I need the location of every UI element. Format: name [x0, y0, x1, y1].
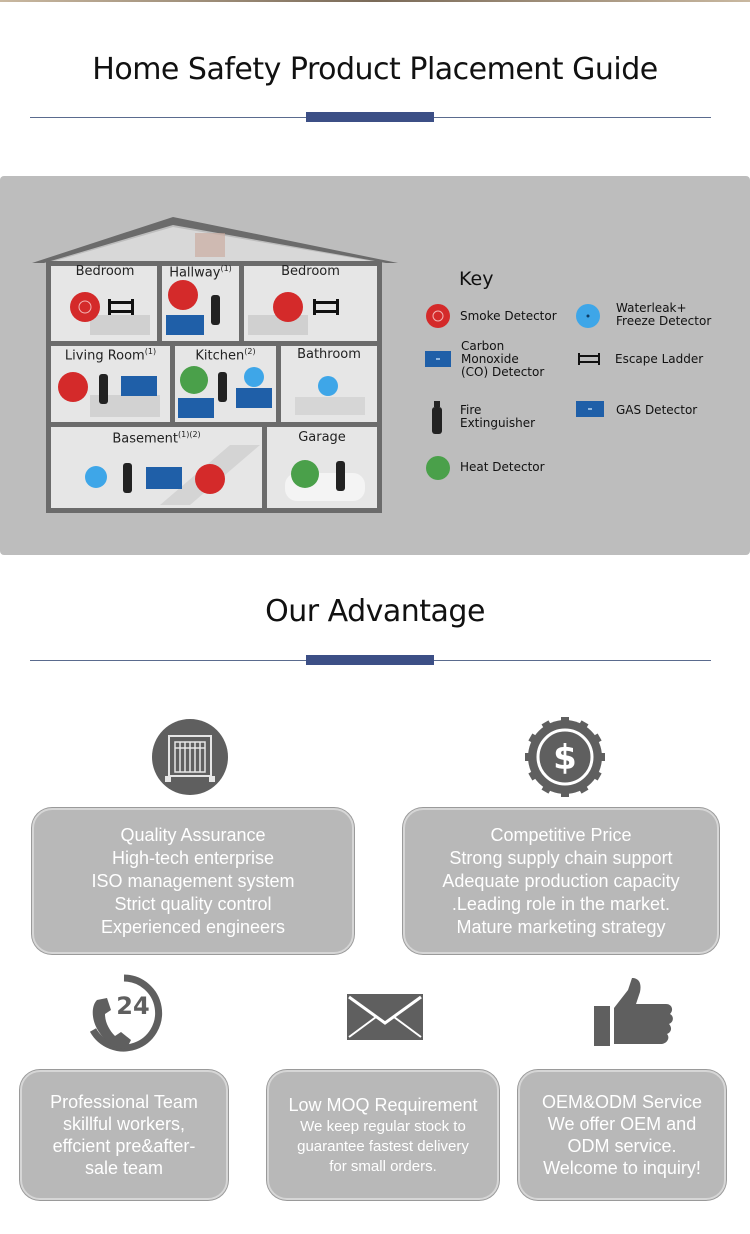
- co-detector-icon: [146, 467, 182, 489]
- fire-extinguisher-icon: [123, 463, 132, 493]
- oem-title: OEM&ODM Service: [541, 1092, 703, 1112]
- team-line: sale team: [84, 1158, 164, 1178]
- co-detector-icon: [121, 376, 157, 396]
- thumbs-up-icon: [594, 976, 674, 1048]
- room-label-kitchen: Kitchen$^{(2)}$: [195, 347, 256, 364]
- escape-ladder-icon: [578, 353, 600, 365]
- fire-extinguisher-icon: [99, 374, 108, 404]
- price-title: Competitive Price: [490, 824, 632, 845]
- waterleak-detector-icon: [244, 367, 264, 387]
- quality-line: High-tech enterprise: [111, 847, 275, 868]
- dollar-coin-icon: [525, 717, 605, 797]
- professional-team-card: [20, 1070, 228, 1200]
- gas-detector-icon: [576, 401, 604, 417]
- price-line: Mature marketing strategy: [456, 916, 666, 937]
- heat-detector-icon: [291, 460, 319, 488]
- co-detector-icon: [425, 351, 451, 367]
- price-line: Strong supply chain support: [449, 847, 673, 868]
- smoke-detector-icon: [168, 280, 198, 310]
- envelope-icon: [346, 993, 424, 1041]
- team-line: skillful workers,: [62, 1114, 186, 1134]
- quality-line: Experienced engineers: [100, 916, 286, 937]
- room-label-bedroom-2: Bedroom: [281, 264, 340, 279]
- oem-line: Welcome to inquiry!: [543, 1158, 701, 1178]
- quality-line: ISO management system: [91, 870, 295, 891]
- room-label-hallway: Hallway$^{(1)}$: [169, 264, 232, 281]
- key-extinguisher-label: Fire Extinguisher: [460, 403, 536, 430]
- quality-title: Quality Assurance: [120, 824, 266, 845]
- smoke-detector-icon: [70, 292, 100, 322]
- quality-line: Strict quality control: [114, 893, 272, 914]
- team-line: effcient pre&after-: [52, 1136, 196, 1156]
- smoke-detector-icon: [424, 302, 452, 330]
- team-title: Professional Team: [50, 1092, 198, 1112]
- key-waterleak-label: Waterleak+ Freeze Detector: [616, 301, 712, 328]
- page-title: Home Safety Product Placement Guide: [92, 52, 658, 87]
- room-label-basement: Basement$^{(1)(2)}$: [112, 430, 201, 447]
- room-label-bathroom: Bathroom: [297, 347, 361, 362]
- moq-line: guarantee fastest delivery: [297, 1137, 469, 1155]
- fire-extinguisher-icon: [430, 399, 444, 435]
- smoke-detector-icon: [58, 372, 88, 402]
- fire-extinguisher-icon: [211, 295, 220, 325]
- fire-extinguisher-icon: [336, 461, 345, 491]
- oem-odm-card: [518, 1070, 726, 1200]
- smoke-detector-icon: [195, 464, 225, 494]
- svg-text:24: 24: [116, 992, 150, 1020]
- co-detector-icon: [178, 398, 214, 418]
- advantage-title: Our Advantage: [265, 594, 485, 629]
- competitive-price-card: [403, 808, 719, 954]
- oem-line: ODM service.: [567, 1136, 677, 1156]
- house-diagram: [30, 215, 400, 515]
- price-line: Adequate production capacity: [442, 870, 680, 891]
- room-label-living-room: Living Room$^{(1)}$: [64, 347, 157, 364]
- svg-text:$: $: [553, 738, 577, 778]
- gas-detector-icon: [236, 388, 272, 408]
- price-line: .Leading role in the market.: [451, 893, 671, 914]
- title-divider-accent: [306, 112, 434, 122]
- quality-assurance-card: [32, 808, 354, 954]
- bed-furniture: [90, 315, 150, 335]
- fire-extinguisher-icon: [218, 372, 227, 402]
- smoke-detector-icon: [273, 292, 303, 322]
- moq-line: for small orders.: [329, 1157, 437, 1175]
- key-smoke-label: Smoke Detector: [460, 309, 557, 323]
- moq-line: We keep regular stock to: [300, 1117, 466, 1135]
- co-detector-icon: [166, 315, 204, 335]
- heat-detector-icon: [180, 366, 208, 394]
- top-border: [0, 0, 750, 2]
- oem-line: We offer OEM and: [547, 1114, 697, 1134]
- attic-boxes: [195, 233, 225, 257]
- key-co-label: Carbon Monoxide (CO) Detector: [461, 339, 545, 379]
- key-title: Key: [459, 268, 494, 290]
- low-moq-card: [267, 1070, 499, 1200]
- room-label-garage: Garage: [298, 430, 346, 445]
- bathtub: [295, 397, 365, 415]
- support-24-icon: [83, 972, 165, 1054]
- key-heat-label: Heat Detector: [460, 460, 545, 474]
- waterleak-detector-icon: [85, 466, 107, 488]
- heat-detector-icon: [425, 455, 451, 481]
- waterleak-detector-icon: [574, 302, 602, 330]
- room-label-bedroom-1: Bedroom: [75, 264, 135, 279]
- key-ladder-label: Escape Ladder: [615, 352, 704, 366]
- advantage-divider-accent: [306, 655, 434, 665]
- moq-title: Low MOQ Requirement: [288, 1094, 478, 1115]
- factory-icon: [151, 718, 229, 796]
- key-gas-label: GAS Detector: [616, 403, 698, 417]
- waterleak-detector-icon: [318, 376, 338, 396]
